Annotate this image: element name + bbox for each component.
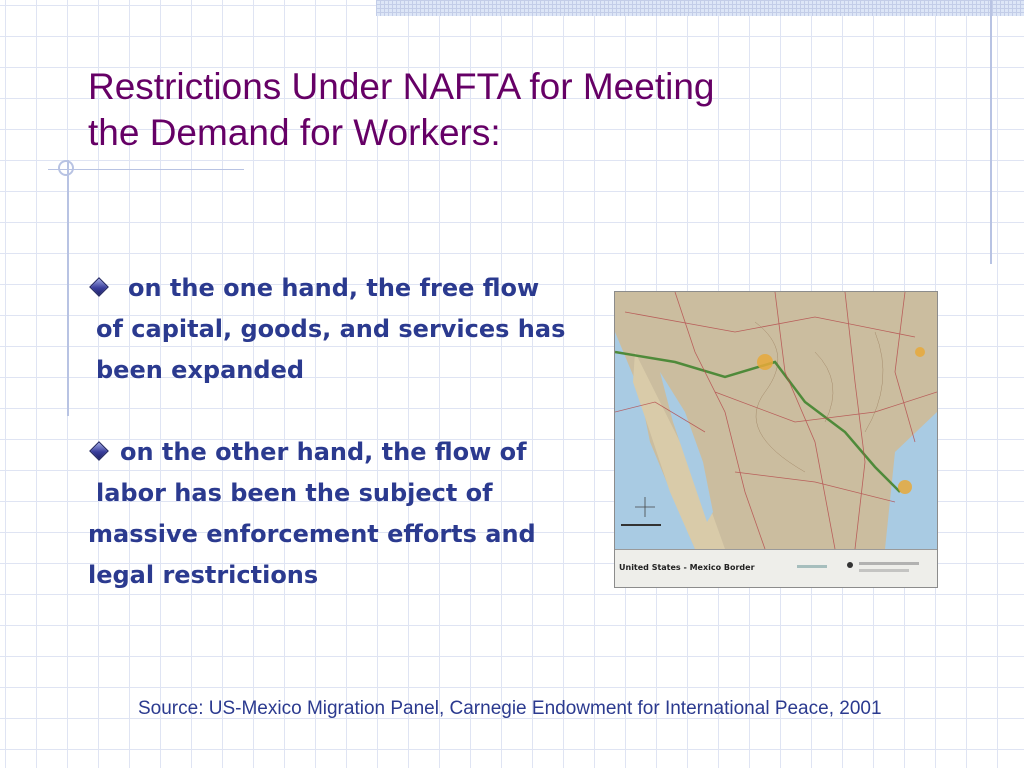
bullet-2-line-2: labor has been the subject of — [96, 479, 493, 507]
crosshair-circle-icon — [58, 160, 74, 176]
legend-swatch-1 — [797, 565, 827, 568]
bullet-1-line-1 — [88, 268, 565, 309]
map-caption-bar — [615, 549, 937, 587]
top-decorative-band — [376, 0, 1024, 16]
bullet-1-text-1: on the one hand, the free flow — [128, 274, 540, 302]
title-line-1: Restrictions Under NAFTA for Meeting — [88, 66, 715, 107]
title-line-2: the Demand for Workers: — [88, 112, 501, 153]
bullet-2-line-1 — [88, 432, 536, 473]
bullet-2-line-3: massive enforcement efforts and — [88, 520, 536, 548]
bullet-labor-flow — [88, 432, 536, 596]
diamond-bullet-icon — [89, 277, 109, 297]
bullet-1-line-3: been expanded — [96, 356, 305, 384]
map-graphic — [615, 292, 937, 549]
bullet-2-line-4: legal restrictions — [88, 561, 319, 589]
diamond-bullet-icon — [89, 441, 109, 461]
title-underline-rule — [48, 169, 244, 170]
bullet-capital-flow — [88, 268, 565, 391]
right-vertical-rule — [990, 0, 992, 264]
legend-swatch-3 — [859, 562, 919, 565]
left-vertical-rule — [67, 160, 69, 416]
slide-title — [88, 64, 808, 156]
legend-swatch-2 — [847, 562, 853, 568]
map-caption-text: United States - Mexico Border — [619, 563, 755, 572]
bullet-2-text-1: on the other hand, the flow of — [120, 438, 527, 466]
bullet-1-line-2: of capital, goods, and services has — [96, 315, 566, 343]
map-terrain — [615, 292, 937, 549]
source-citation: Source: US-Mexico Migration Panel, Carnegie Endowment for International Peace, 2001 — [138, 698, 882, 719]
legend-swatch-4 — [859, 569, 909, 572]
border-map-image — [614, 291, 938, 588]
